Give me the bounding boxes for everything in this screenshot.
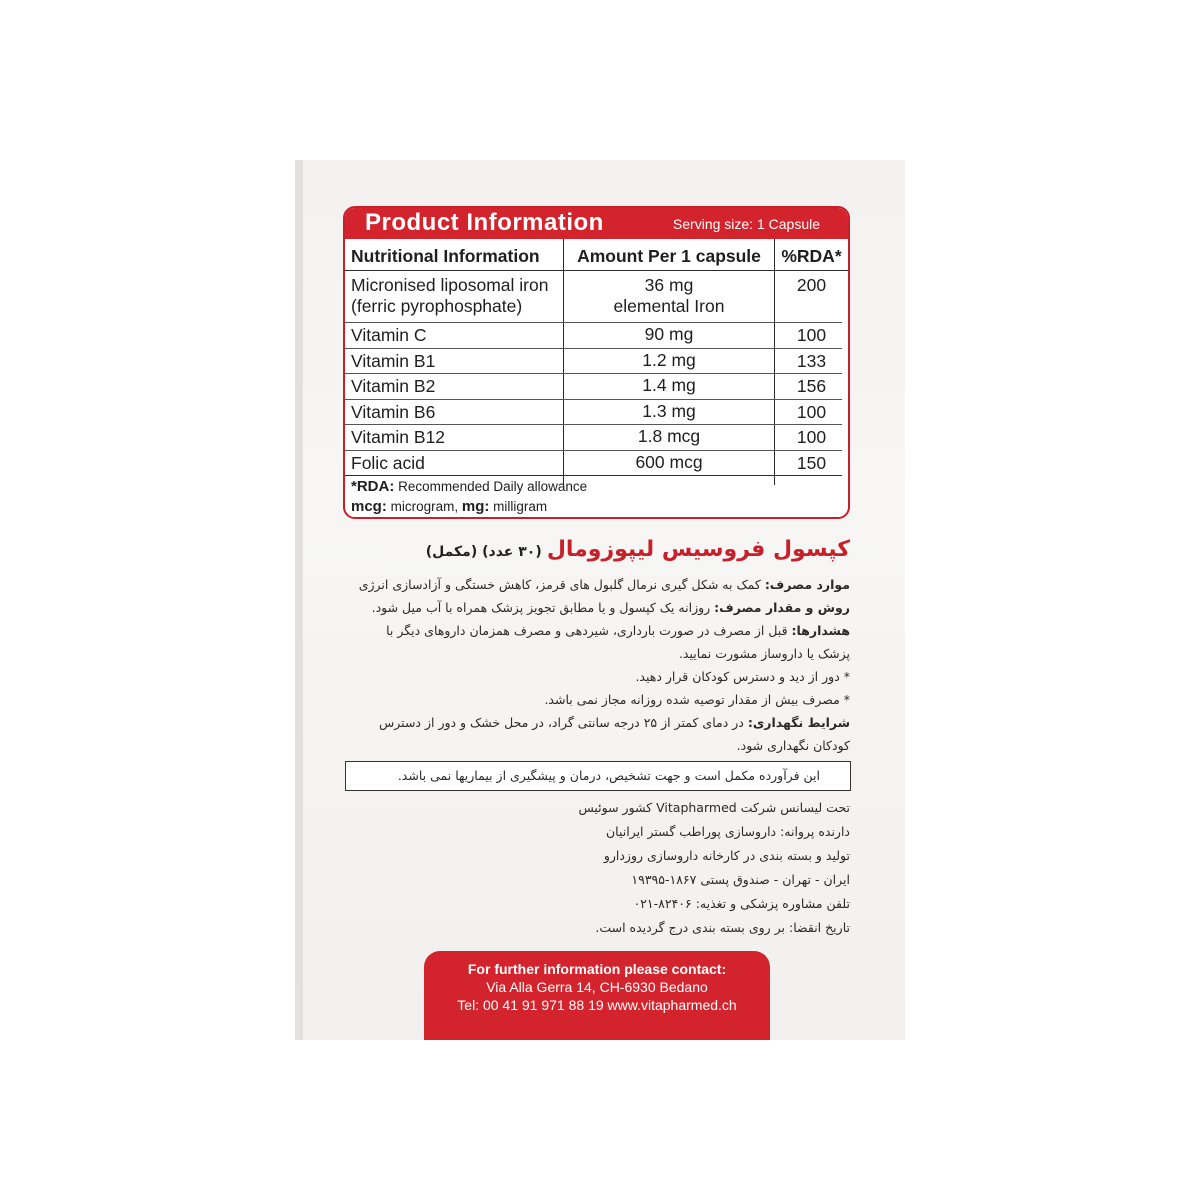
row-divider xyxy=(345,322,842,323)
nutrient-rda: 100 xyxy=(796,402,827,422)
nutrient-rda: 100 xyxy=(796,427,827,447)
nutrient-name: Vitamin B12 xyxy=(351,427,446,447)
nutrient-amount: 1.4 mg xyxy=(642,375,696,395)
bullet-dosage-limit: * مصرف بیش از مقدار توصیه شده روزانه مجاز نمی باشد. xyxy=(544,692,850,707)
product-count: (۳۰ عدد) (مکمل) xyxy=(425,544,542,560)
supplement-notice: این فرآورده مکمل است و جهت تشخیص، درمان و پیشگیری از بیماریها نمی باشد. xyxy=(397,768,820,783)
nutrient-name: Vitamin C xyxy=(351,325,427,345)
nutrient-name-detail: (ferric pyrophosphate) xyxy=(351,296,523,316)
header-nutritional-information: Nutritional Information xyxy=(351,246,540,266)
panel-title: Product Information xyxy=(365,209,604,236)
storage-line xyxy=(379,715,850,730)
nutrient-amount-detail: elemental Iron xyxy=(613,296,725,316)
panel-header xyxy=(345,208,848,239)
nutrient-amount: 1.2 mg xyxy=(642,350,696,370)
product-box-back xyxy=(295,160,905,1040)
row-divider xyxy=(345,348,842,349)
header-amount: Amount Per 1 capsule xyxy=(577,246,761,266)
row-divider xyxy=(345,424,842,425)
storage-line-2: کودکان نگهداری شود. xyxy=(736,738,850,753)
usage-label: موارد مصرف: xyxy=(764,577,850,592)
row-divider xyxy=(345,450,842,451)
nutrient-amount: 90 mg xyxy=(644,324,694,344)
storage-text: در دمای کمتر از ۲۵ درجه سانتی گراد، در محل خشک و دور از دسترس xyxy=(379,715,748,730)
header-rda: %RDA* xyxy=(781,246,842,266)
nutrient-name: Folic acid xyxy=(351,453,425,473)
rda-footnote xyxy=(351,478,587,495)
address-line: ایران - تهران - صندوق پستی ۱۸۶۷-۱۹۳۹۵ xyxy=(631,872,850,887)
usage-text: کمک به شکل گیری نرمال گلبول های قرمز، کاهش خستگی و آزادسازی انرژی xyxy=(358,577,765,592)
footnote-key: mg: xyxy=(461,498,490,515)
nutrient-rda: 156 xyxy=(796,376,827,396)
nutrient-rda: 150 xyxy=(796,453,827,473)
footnote-text: Recommended Daily allowance xyxy=(394,479,588,494)
warning-label: هشدارها: xyxy=(791,623,850,638)
row-divider xyxy=(345,270,848,271)
nutrient-rda: 200 xyxy=(796,275,827,295)
box-side-edge xyxy=(295,160,303,1040)
contact-banner xyxy=(424,951,770,1040)
nutrient-name: Vitamin B6 xyxy=(351,402,436,422)
usage-line xyxy=(359,577,850,592)
row-divider xyxy=(345,399,842,400)
warning-text: قبل از مصرف در صورت بارداری، شیردهی و مصرف همزمان داروهای دیگر با xyxy=(386,623,792,638)
dosage-label: روش و مقدار مصرف: xyxy=(714,600,850,615)
unit-footnote xyxy=(351,498,547,515)
product-information-panel xyxy=(343,206,850,519)
nutrient-name: Vitamin B1 xyxy=(351,351,436,371)
nutrient-name: Micronised liposomal iron xyxy=(351,275,549,295)
supplement-notice-box xyxy=(345,761,851,791)
producer-line: تولید و بسته بندی در کارخانه داروسازی روزدارو xyxy=(603,848,850,863)
footnote-key: mcg: xyxy=(351,498,387,515)
nutrient-rda: 100 xyxy=(796,325,827,345)
storage-label: شرایط نگهداری: xyxy=(747,715,850,730)
nutrient-amount: 1.3 mg xyxy=(642,401,696,421)
dosage-text: روزانه یک کپسول و یا مطابق تجویز پزشک همراه با آب میل شود. xyxy=(371,600,715,615)
product-name: کپسول فروسیس لیپوزومال xyxy=(546,537,850,562)
nutrient-rda: 133 xyxy=(796,351,827,371)
row-divider xyxy=(345,475,842,476)
nutrient-amount: 1.8 mcg xyxy=(637,426,701,446)
contact-heading: For further information please contact: xyxy=(467,961,727,977)
license-holder-line: دارنده پروانه: داروسازی پوراطب گستر ایرانیان xyxy=(605,824,850,839)
bullet-keep-away: * دور از دید و دسترس کودکان قرار دهید. xyxy=(635,669,850,684)
warning-line-2: پزشک یا داروساز مشورت نمایید. xyxy=(678,646,850,661)
license-line: تحت لیسانس شرکت Vitapharmed کشور سوئیس xyxy=(578,800,850,815)
phone-line: تلفن مشاوره پزشکی و تغذیه: ۸۲۴۰۶-۰۲۱ xyxy=(633,896,850,911)
footnote-text: microgram, xyxy=(386,499,462,514)
row-divider xyxy=(345,373,842,374)
nutrient-amount: 36 mg xyxy=(644,275,694,295)
footnote-key: *RDA: xyxy=(351,478,395,495)
contact-address: Via Alla Gerra 14, CH-6930 Bedano xyxy=(486,979,708,995)
warning-line xyxy=(386,623,850,638)
product-title-persian xyxy=(426,537,850,562)
expiry-line: تاریخ انقضا: بر روی بسته بندی درج گردیده است. xyxy=(595,920,850,935)
nutrient-amount: 600 mcg xyxy=(635,452,703,472)
dosage-line xyxy=(372,600,850,615)
contact-tel-web: Tel: 00 41 91 971 88 19 www.vitapharmed.ch xyxy=(457,997,737,1013)
serving-size: Serving size: 1 Capsule xyxy=(672,216,820,232)
footnote-text: milligram xyxy=(489,499,548,514)
nutrient-name: Vitamin B2 xyxy=(351,376,436,396)
